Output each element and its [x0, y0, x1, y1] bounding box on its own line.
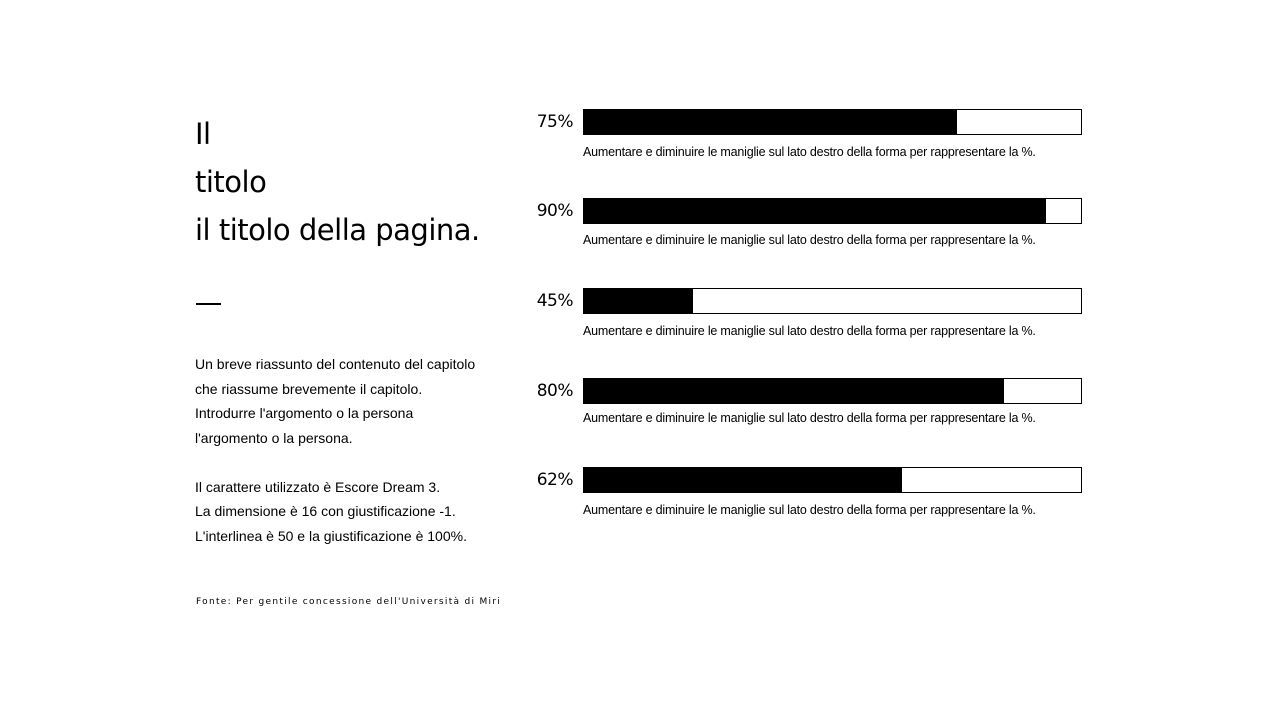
summary-line: Un breve riassunto del contenuto del capitolo [195, 356, 476, 372]
title-line-1: Il [195, 117, 211, 151]
percent-label: 90% [536, 201, 573, 221]
page-title [195, 110, 515, 254]
progress-fill [584, 468, 902, 492]
progress-row-2 [520, 198, 1100, 258]
progress-row-3 [520, 288, 1100, 348]
progress-row-5 [520, 467, 1100, 527]
progress-track [583, 198, 1082, 224]
progress-fill [584, 110, 957, 134]
progress-row-4 [520, 378, 1100, 438]
progress-row-1 [520, 109, 1100, 169]
percent-label: 45% [536, 291, 573, 311]
progress-track [583, 467, 1082, 493]
progress-caption: Aumentare e diminuire le maniglie sul lato destro della forma per rappresentare la %. [583, 411, 1036, 425]
progress-track [583, 288, 1082, 314]
source-note: Fonte: Per gentile concessione dell'Università di Miri [196, 597, 502, 607]
summary-line: Introdurre l'argomento o la persona [195, 405, 414, 421]
progress-track [583, 109, 1082, 135]
summary-line: Il carattere utilizzato è Escore Dream 3. [195, 478, 441, 495]
progress-caption: Aumentare e diminuire le maniglie sul lato destro della forma per rappresentare la %. [583, 233, 1036, 247]
summary-line: che riassume brevemente il capitolo. [195, 380, 423, 397]
progress-fill [584, 199, 1046, 223]
percent-label: 62% [536, 470, 573, 490]
progress-fill [584, 289, 693, 313]
summary-text [195, 352, 515, 548]
percent-label: 75% [536, 112, 573, 132]
paragraph-gap [195, 450, 515, 475]
progress-caption: Aumentare e diminuire le maniglie sul lato destro della forma per rappresentare la %. [583, 503, 1036, 517]
summary-line: l'argomento o la persona. [195, 429, 353, 446]
percent-label: 80% [536, 381, 573, 401]
summary-line: La dimensione è 16 con giustificazione -1. [195, 503, 456, 519]
summary-line: L'interlinea è 50 e la giustificazione è 100%. [195, 527, 467, 544]
progress-caption: Aumentare e diminuire le maniglie sul lato destro della forma per rappresentare la %. [583, 324, 1036, 338]
progress-caption: Aumentare e diminuire le maniglie sul lato destro della forma per rappresentare la %. [583, 145, 1036, 159]
progress-track [583, 378, 1082, 404]
title-line-2: titolo [195, 165, 267, 199]
progress-fill [584, 379, 1004, 403]
title-line-3: il titolo della pagina. [195, 213, 480, 247]
title-divider [196, 303, 221, 305]
